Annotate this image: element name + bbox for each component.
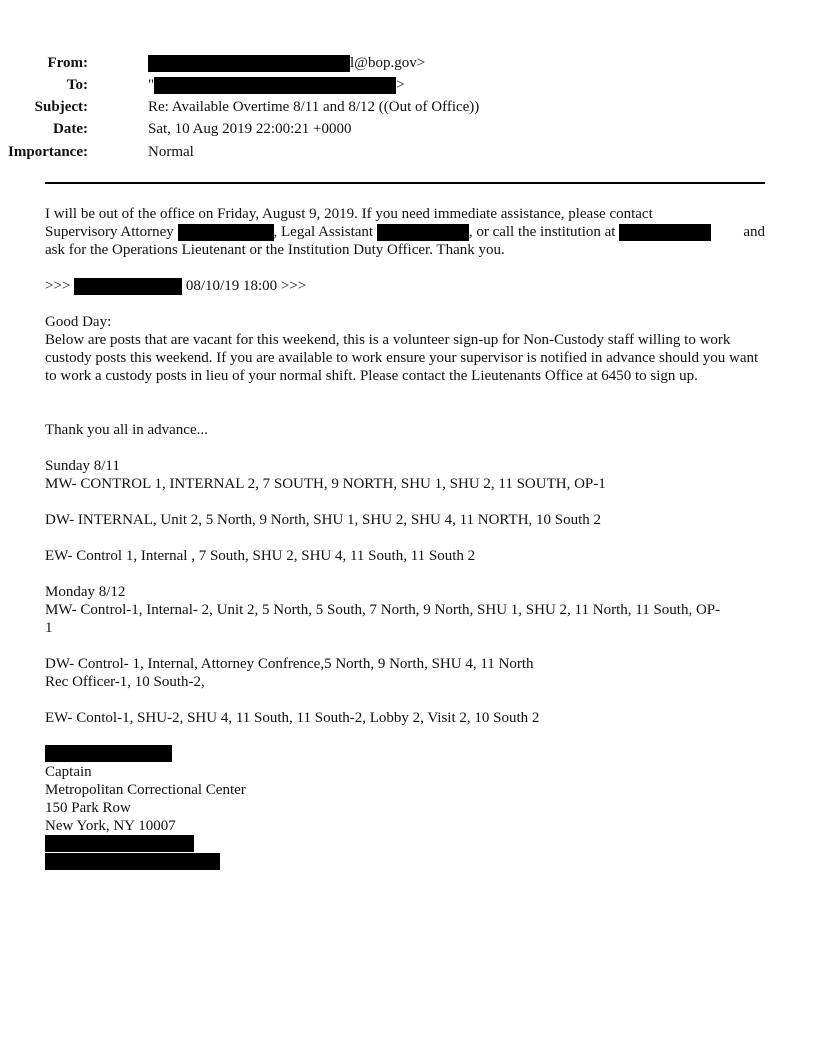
quote-prefix: >>> (45, 278, 71, 294)
from-label: From: (47, 55, 88, 71)
header-date-row (0, 118, 760, 140)
monday-ew: EW- Contol-1, SHU-2, SHU 4, 11 South, 11 South-2, Lobby 2, Visit 2, 10 South 2 (45, 710, 540, 726)
signature-city: New York, NY 10007 (45, 818, 176, 834)
monday-dw-line-1: DW- Control- 1, Internal, Attorney Confrence,5 North, 9 North, SHU 4, 11 North (45, 656, 534, 672)
ooo-line-2 (45, 223, 767, 241)
subject-value: Re: Available Overtime 8/11 and 8/12 ((Out of Office)) (148, 99, 480, 115)
body-paragraph: Below are posts that are vacant for this weekend, this is a volunteer sign-up for Non-Custody staff willing to work custody posts this weekend. If you are available to work ensure your supervisor is notified in advance should you want to work a custody posts in lieu of your normal shift. Please contact the Lieutenants Office at 6450 to sign up. (45, 332, 759, 384)
header-importance-row (0, 141, 760, 163)
redaction-block (74, 278, 182, 295)
from-value-tail: l@bop.gov> (350, 55, 426, 71)
monday-dw-line-2: Rec Officer-1, 10 South-2, (45, 674, 205, 690)
thanks-line: Thank you all in advance... (45, 422, 208, 438)
ooo-line-3: ask for the Operations Lieutenant or the Institution Duty Officer. Thank you. (45, 242, 505, 258)
greeting: Good Day: (45, 314, 112, 330)
quote-suffix: 08/10/19 18:00 >>> (185, 278, 307, 294)
redaction-block (45, 853, 220, 870)
ooo-line-2-c: , or call the institution at (468, 224, 616, 240)
signature-title: Captain (45, 764, 92, 780)
redaction-block (377, 224, 469, 241)
sunday-dw: DW- INTERNAL, Unit 2, 5 North, 9 North, SHU 1, SHU 2, SHU 4, 11 NORTH, 10 South 2 (45, 512, 602, 528)
ooo-line-1: I will be out of the office on Friday, August 9, 2019. If you need immediate assistance, please contact (45, 206, 653, 222)
importance-label: Importance: (8, 144, 88, 160)
redaction-block (45, 745, 172, 762)
to-label: To: (66, 77, 88, 93)
to-value (148, 74, 405, 96)
header-from-row (0, 52, 760, 74)
header-subject-row (0, 96, 760, 118)
monday-heading: Monday 8/12 (45, 584, 126, 600)
sunday-heading: Sunday 8/11 (45, 458, 120, 474)
ooo-line-2-a: Supervisory Attorney (45, 224, 174, 240)
ooo-line-2-d: and (743, 224, 765, 240)
subject-label: Subject: (34, 99, 88, 115)
redaction-block (148, 55, 350, 72)
ooo-line-2-b: , Legal Assistant (273, 224, 374, 240)
header-divider (45, 182, 765, 184)
to-value-head: " (148, 77, 155, 93)
to-value-tail: > (396, 77, 405, 93)
date-label: Date: (53, 121, 88, 137)
importance-value: Normal (148, 144, 194, 160)
signature-street: 150 Park Row (45, 800, 131, 816)
sunday-mw: MW- CONTROL 1, INTERNAL 2, 7 SOUTH, 9 NORTH, SHU 1, SHU 2, 11 SOUTH, OP-1 (45, 476, 606, 492)
header-to-row (0, 74, 760, 96)
from-value (148, 52, 425, 74)
monday-mw-line-2: 1 (45, 620, 53, 636)
redaction-block (619, 224, 711, 241)
redaction-block (178, 224, 274, 241)
quote-marker (45, 277, 306, 295)
redaction-block (45, 835, 194, 852)
sunday-ew: EW- Control 1, Internal , 7 South, SHU 2, SHU 4, 11 South, 11 South 2 (45, 548, 476, 564)
date-value: Sat, 10 Aug 2019 22:00:21 +0000 (148, 121, 352, 137)
signature-org: Metropolitan Correctional Center (45, 782, 246, 798)
redaction-block (154, 77, 396, 94)
monday-mw-line-1: MW- Control-1, Internal- 2, Unit 2, 5 North, 5 South, 7 North, 9 North, SHU 1, SHU 2, 11 North, 11 South, OP- (45, 602, 721, 618)
